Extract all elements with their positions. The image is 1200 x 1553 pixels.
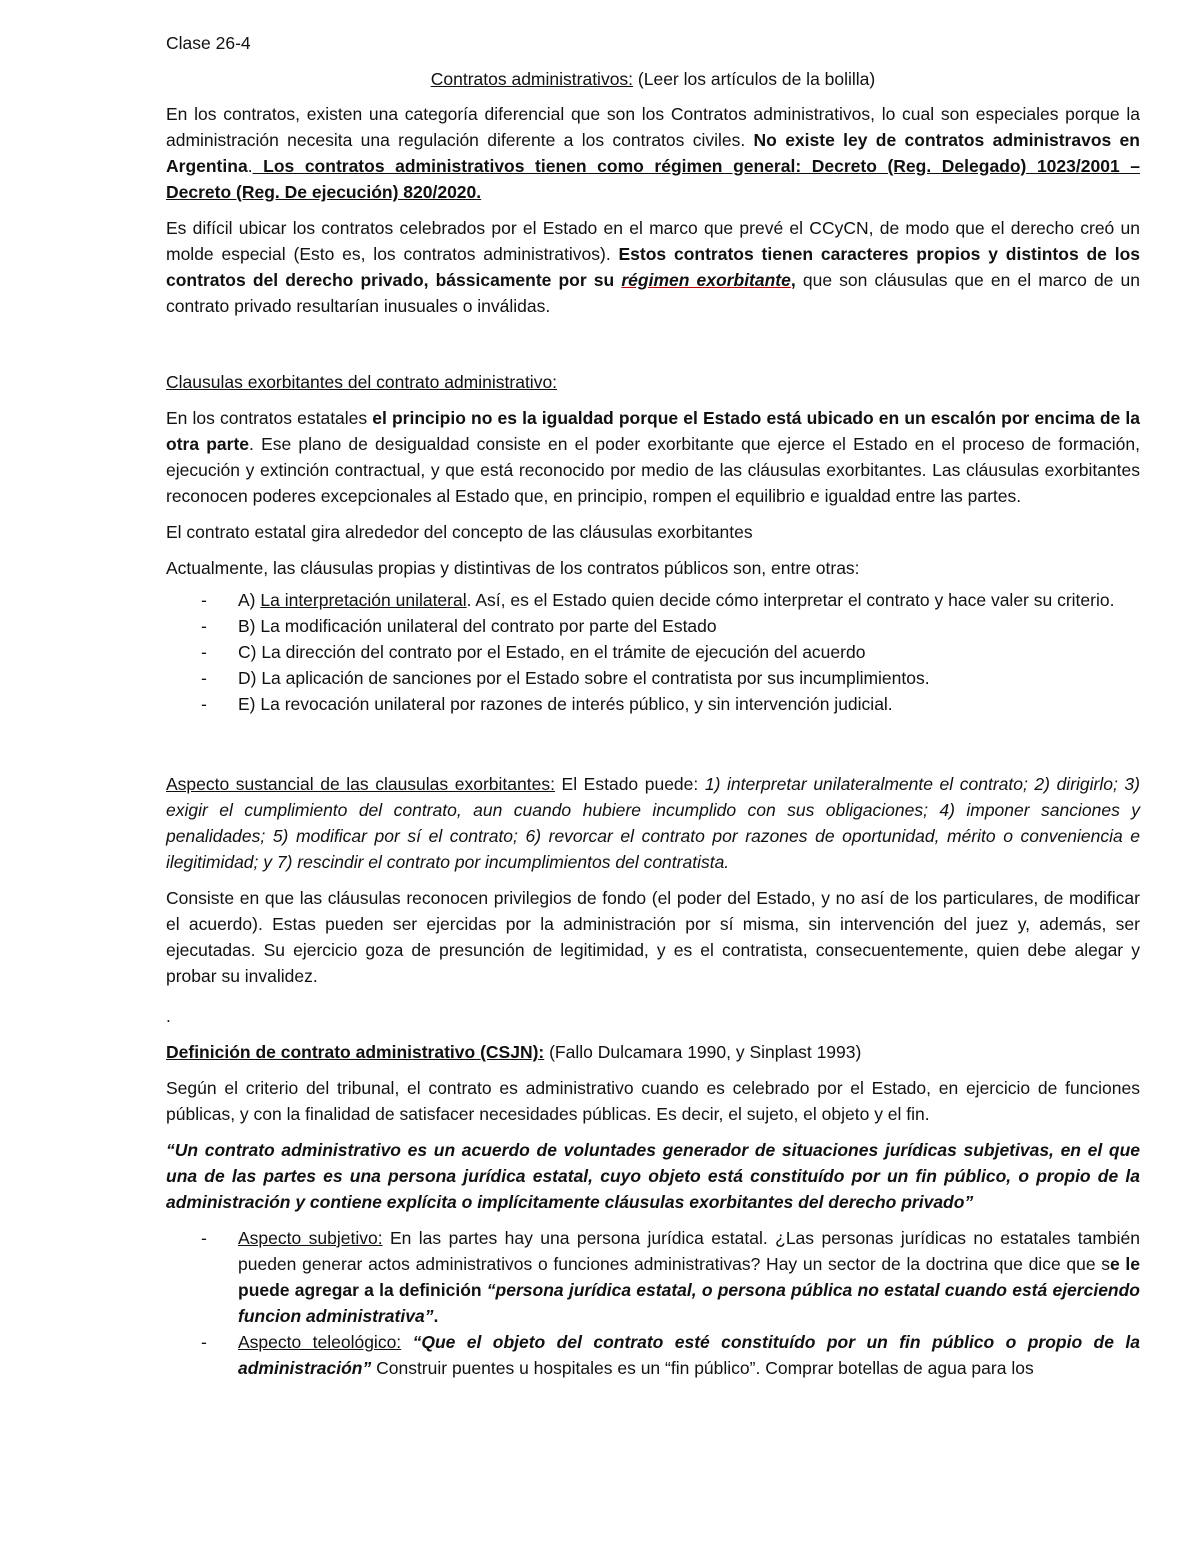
dash-bullet: - <box>201 1228 207 1248</box>
item-letter: B) <box>238 616 261 636</box>
definition-quote: “Un contrato administrativo es un acuerdo de voluntades generador de situaciones jurídicas subjetivas, en el que una de las partes es una persona jurídica estatal, cuyo objeto está constituído por un fin público, o propio de la administración y contiene explícita o implícitamente cláusulas exorbitantes del derecho privado” <box>166 1140 1140 1212</box>
aspecto-teleologico-label: Aspecto teleológico: <box>238 1332 402 1352</box>
aspecto-subjetivo-text: En las partes hay una persona jurídica estatal. ¿Las personas jurídicas no estatales también pueden generar actos administrativos o funciones administrativas? Hay un sector de la doctrina que dice que s <box>238 1228 1140 1274</box>
ccycn-comma: , <box>790 270 796 290</box>
dash-bullet: - <box>201 590 207 610</box>
ccycn-paragraph <box>166 215 1140 319</box>
list-item <box>166 691 1140 717</box>
aspecto-sustancial-text: El Estado puede: <box>554 774 705 794</box>
intro-bold: No existe ley de contratos administravos en Argentina <box>166 130 1140 176</box>
class-header: Clase 26-4 <box>166 33 251 53</box>
definicion-heading-line <box>166 1039 1140 1065</box>
aspecto-subjetivo-quote: “persona jurídica estatal, o persona pública no estatal cuando está ejerciendo funcion administrativa” <box>238 1280 1140 1326</box>
item-letter: D) <box>238 668 262 688</box>
item-letter: E) <box>238 694 261 714</box>
item-text: La modificación unilateral del contrato por parte del Estado <box>260 616 717 636</box>
ccycn-bold: Estos contratos tienen caracteres propios y distintos de los contratos del derecho privado, bássicamente por su <box>166 244 1141 290</box>
aspectos-list <box>166 1225 1140 1381</box>
definicion-fallos: (Fallo Dulcamara 1990, y Sinplast 1993) <box>544 1042 862 1062</box>
dash-bullet: - <box>201 694 207 714</box>
definicion-heading: Definición de contrato administrativo (CSJN): <box>166 1042 545 1062</box>
criterio-paragraph: Según el criterio del tribunal, el contrato es administrativo cuando es celebrado por el Estado, en ejercicio de funciones públicas, y con la finalidad de satisfacer necesidades públicas. Es decir, el sujeto, el objeto y el fin. <box>166 1078 1140 1124</box>
estatal-paragraph: El contrato estatal gira alrededor del concepto de las cláusulas exorbitantes <box>166 522 753 542</box>
ccycn-text: Es difícil ubicar los contratos celebrados por el Estado en el marco que prevé el CCyCN, de modo que el derecho creó un molde especial (Esto es, los contratos administrativos). <box>166 218 1140 264</box>
aspecto-subjetivo-label: Aspecto subjetivo: <box>238 1228 383 1248</box>
dash-bullet: - <box>201 1332 207 1352</box>
title-underlined: Contratos administrativos: <box>430 69 634 89</box>
list-item <box>166 1329 1140 1381</box>
clausulas-list <box>166 587 1140 717</box>
item-text: . Así, es el Estado quien decide cómo interpretar el contrato y hace valer su criterio. <box>466 590 1115 610</box>
aspecto-sustancial-paragraph <box>166 771 1140 875</box>
item-text: La dirección del contrato por el Estado, en el trámite de ejecución del acuerdo <box>261 642 866 662</box>
document-title <box>166 66 1140 92</box>
list-item <box>166 1225 1140 1329</box>
list-item <box>166 665 1140 691</box>
aspecto-subjetivo-bold: e le puede agregar a la definición <box>238 1254 1140 1300</box>
clausulas-paragraph <box>166 405 1140 509</box>
item-letter: C) <box>238 642 262 662</box>
clausulas-bold: el principio no es la igualdad porque el Estado está ubicado en un escalón por encima de la otra parte <box>166 408 1141 454</box>
clausulas-text: En los contratos estatales <box>166 408 373 428</box>
item-text: La aplicación de sanciones por el Estado sobre el contratista por sus incumplimientos. <box>261 668 930 688</box>
document-page <box>166 30 1140 1381</box>
dash-bullet: - <box>201 616 207 636</box>
list-item <box>166 587 1140 613</box>
stray-dot: . <box>166 1006 171 1026</box>
section-heading-clausulas: Clausulas exorbitantes del contrato administrativo: <box>166 372 558 392</box>
intro-decree-reference: Los contratos administrativos tienen como régimen general: Decreto (Reg. Delegado) 1023/2001 – Decreto (Reg. De ejecución) 820/2020. <box>166 156 1140 202</box>
dash-bullet: - <box>201 668 207 688</box>
item-underlined: La interpretación unilateral <box>260 590 467 610</box>
ccycn-text-end: que son cláusulas que en el marco de un contrato privado resultarían inusuales o inválidas. <box>166 270 1140 316</box>
list-item <box>166 639 1140 665</box>
aspecto-sustancial-italic: 1) interpretar unilateralmente el contrato; 2) dirigirlo; 3) exigir el cumplimiento del contrato, aun cuando hubiere incumplido con sus obligaciones; 4) imponer sanciones y penalidades; 5) modificar por sí el contrato; 6) revorcar el contrato por razones de oportunidad, mérito o conveniencia e ilegitimidad; y 7) rescindir el contrato por incumplimientos del contratista. <box>166 774 1140 872</box>
item-letter: A) <box>238 590 261 610</box>
aspecto-sustancial-heading: Aspecto sustancial de las clausulas exorbitantes: <box>166 774 555 794</box>
regimen-exorbitante: régimen exorbitante <box>621 270 791 290</box>
intro-text: En los contratos, existen una categoría diferencial que son los Contratos administrativos, lo cual son especiales porque la administración necesita una regulación diferente a los contratos civiles. <box>166 104 1140 150</box>
aspecto-subjetivo-period: . <box>433 1306 439 1326</box>
clausulas-text-end: . Ese plano de desigualdad consiste en el poder exorbitante que ejerce el Estado en el proceso de formación, ejecución y extinción contractual, y que está reconocido por medio de las cláusulas exorbitantes. Las cláusulas exorbitantes reconocen poderes excepcionales al Estado que, en principio, rompen el equilibrio e igualdad entre las partes. <box>166 434 1140 506</box>
list-item <box>166 613 1140 639</box>
aspecto-teleologico-quote: “Que el objeto del contrato esté constituído por un fin público o propio de la administración” <box>238 1332 1140 1378</box>
item-text: La revocación unilateral por razones de interés público, y sin intervención judicial. <box>260 694 893 714</box>
intro-period: . <box>247 156 253 176</box>
actualmente-paragraph: Actualmente, las cláusulas propias y distintivas de los contratos públicos son, entre otras: <box>166 558 860 578</box>
consiste-paragraph: Consiste en que las cláusulas reconocen privilegios de fondo (el poder del Estado, y no así de los particulares, de modificar el acuerdo). Estas pueden ser ejercidas por la administración por sí misma, sin intervención del juez y, además, ser ejecutadas. Su ejercicio goza de presunción de legitimidad, y es el contratista, consecuentemente, quien debe alegar y probar su invalidez. <box>166 888 1140 986</box>
intro-paragraph <box>166 101 1140 205</box>
dash-bullet: - <box>201 642 207 662</box>
aspecto-teleologico-space <box>401 1332 412 1352</box>
title-rest: (Leer los artículos de la bolilla) <box>633 69 876 89</box>
aspecto-teleologico-text: Construir puentes u hospitales es un “fin público”. Comprar botellas de agua para los <box>371 1358 1034 1378</box>
